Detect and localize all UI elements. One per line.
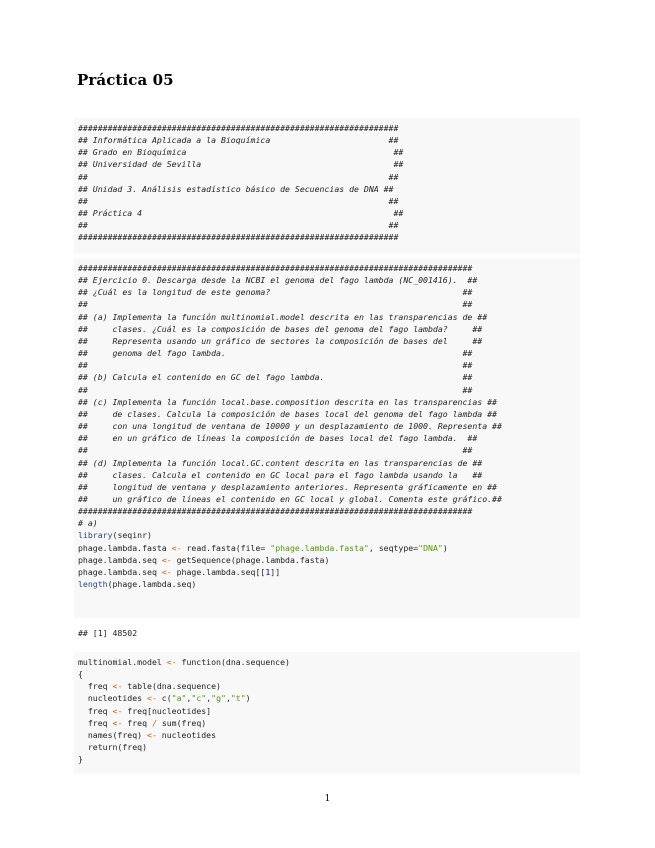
- comment-line: ## ##: [78, 171, 399, 182]
- comment-line: ## un gráfico de líneas el contenido en GC local y global. Comenta este gráfico.##: [78, 493, 502, 504]
- code-line: freq <- freq / sum(freq): [78, 717, 207, 728]
- code-line: phage.lambda.fasta <- read.fasta(file= "phage.lambda.fasta", seqtype="DNA"): [78, 542, 448, 553]
- comment-line: ## longitud de ventana y desplazamiento anteriores. Representa gráficamente en ##: [78, 481, 497, 492]
- code-line: nucleotides <- c("a","c","g","t"): [78, 693, 251, 704]
- code-line: library(seqinr): [78, 530, 152, 541]
- comment-line: ## de clases. Calcula la composición de bases local del genoma del fago lambda ##: [78, 408, 497, 419]
- comment-line: ## clases. Calcula el contenido en GC local para el fago lambda usando la ##: [78, 469, 483, 480]
- code-chunk-b: [74, 652, 580, 774]
- comment-line: ## Representa usando un gráfico de sectores la composición de bases del ##: [78, 335, 483, 346]
- comment-line: ## Universidad de Sevilla ##: [78, 159, 404, 170]
- code-line: phage.lambda.seq <- getSequence(phage.lambda.fasta): [78, 554, 330, 565]
- header-comment-block: [74, 118, 580, 254]
- code-line: length(phage.lambda.seq): [78, 579, 197, 590]
- comment-line: ################################################################################: [78, 506, 473, 517]
- comment-line: ## ##: [78, 360, 473, 371]
- comment-line: ## Informática Aplicada a la Bioquímica ##: [78, 135, 399, 146]
- page-title: Práctica 05: [77, 71, 174, 89]
- console-output: ## [1] 48502: [78, 628, 138, 638]
- code-a-lines: [74, 529, 580, 590]
- comment-line: ## (b) Calcula el contenido en GC del fago lambda. ##: [78, 372, 473, 383]
- comment-line: ## (c) Implementa la función local.base.composition descrita en las transparencias ##: [78, 396, 497, 407]
- comment-line: ## Ejercicio 0. Descarga desde la NCBI el genoma del fago lambda (NC_001416). ##: [78, 275, 478, 286]
- code-chunk-a: [74, 258, 580, 618]
- comment-line: ## ##: [78, 195, 399, 206]
- comment-line: ## en un gráfico de líneas la composición de bases local del fago lambda. ##: [78, 433, 478, 444]
- comment-line: ## ##: [78, 220, 399, 231]
- comment-line: ## (d) Implementa la función local.GC.content descrita en las transparencias de ##: [78, 457, 483, 468]
- code-line: freq <- table(dna.sequence): [78, 681, 221, 692]
- comment-line: ## ##: [78, 384, 473, 395]
- page-number: 1: [324, 794, 331, 804]
- comment-line: ## clases. ¿Cuál es la composición de bases del genoma del fago lambda? ##: [78, 323, 483, 334]
- code-line: {: [78, 669, 83, 680]
- comment-line: #################################################################: [78, 123, 399, 133]
- comment-line: #################################################################: [78, 232, 399, 243]
- comment-line: ## (a) Implementa la función multinomial.model descrita en las transparencias de ##: [78, 311, 488, 322]
- code-line: names(freq) <- nucleotides: [78, 729, 217, 740]
- comment-line: ## Práctica 4 ##: [78, 208, 404, 219]
- comment-line: ## Grado en Bioquímica ##: [78, 147, 404, 158]
- comment-line: ## genoma del fago lambda. ##: [78, 348, 473, 359]
- comment-line: ## ##: [78, 445, 473, 456]
- code-line: phage.lambda.seq <- phage.lambda.seq[[1]]: [78, 566, 281, 577]
- comment-line: ## Unidad 3. Análisis estadístico básico de Secuencias de DNA ##: [78, 183, 394, 194]
- comment-line: ## ¿Cuál es la longitud de este genoma? ##: [78, 287, 473, 298]
- code-line: freq <- freq[nucleotides]: [78, 705, 212, 716]
- exercise-comment-lines: [74, 262, 580, 517]
- code-b-lines: [74, 656, 580, 765]
- code-line: multinomial.model <- function(dna.sequence): [78, 657, 290, 667]
- comment-line: ## con una longitud de ventana de 10000 y un desplazamiento de 1000. Representa ##: [78, 421, 502, 432]
- comment-line: ## ##: [78, 299, 473, 310]
- code-line: }: [78, 754, 83, 765]
- header-comment-lines: [74, 122, 580, 244]
- code-a-comment: # a): [78, 518, 98, 529]
- code-line: return(freq): [78, 742, 148, 753]
- comment-line: ################################################################################: [78, 263, 473, 273]
